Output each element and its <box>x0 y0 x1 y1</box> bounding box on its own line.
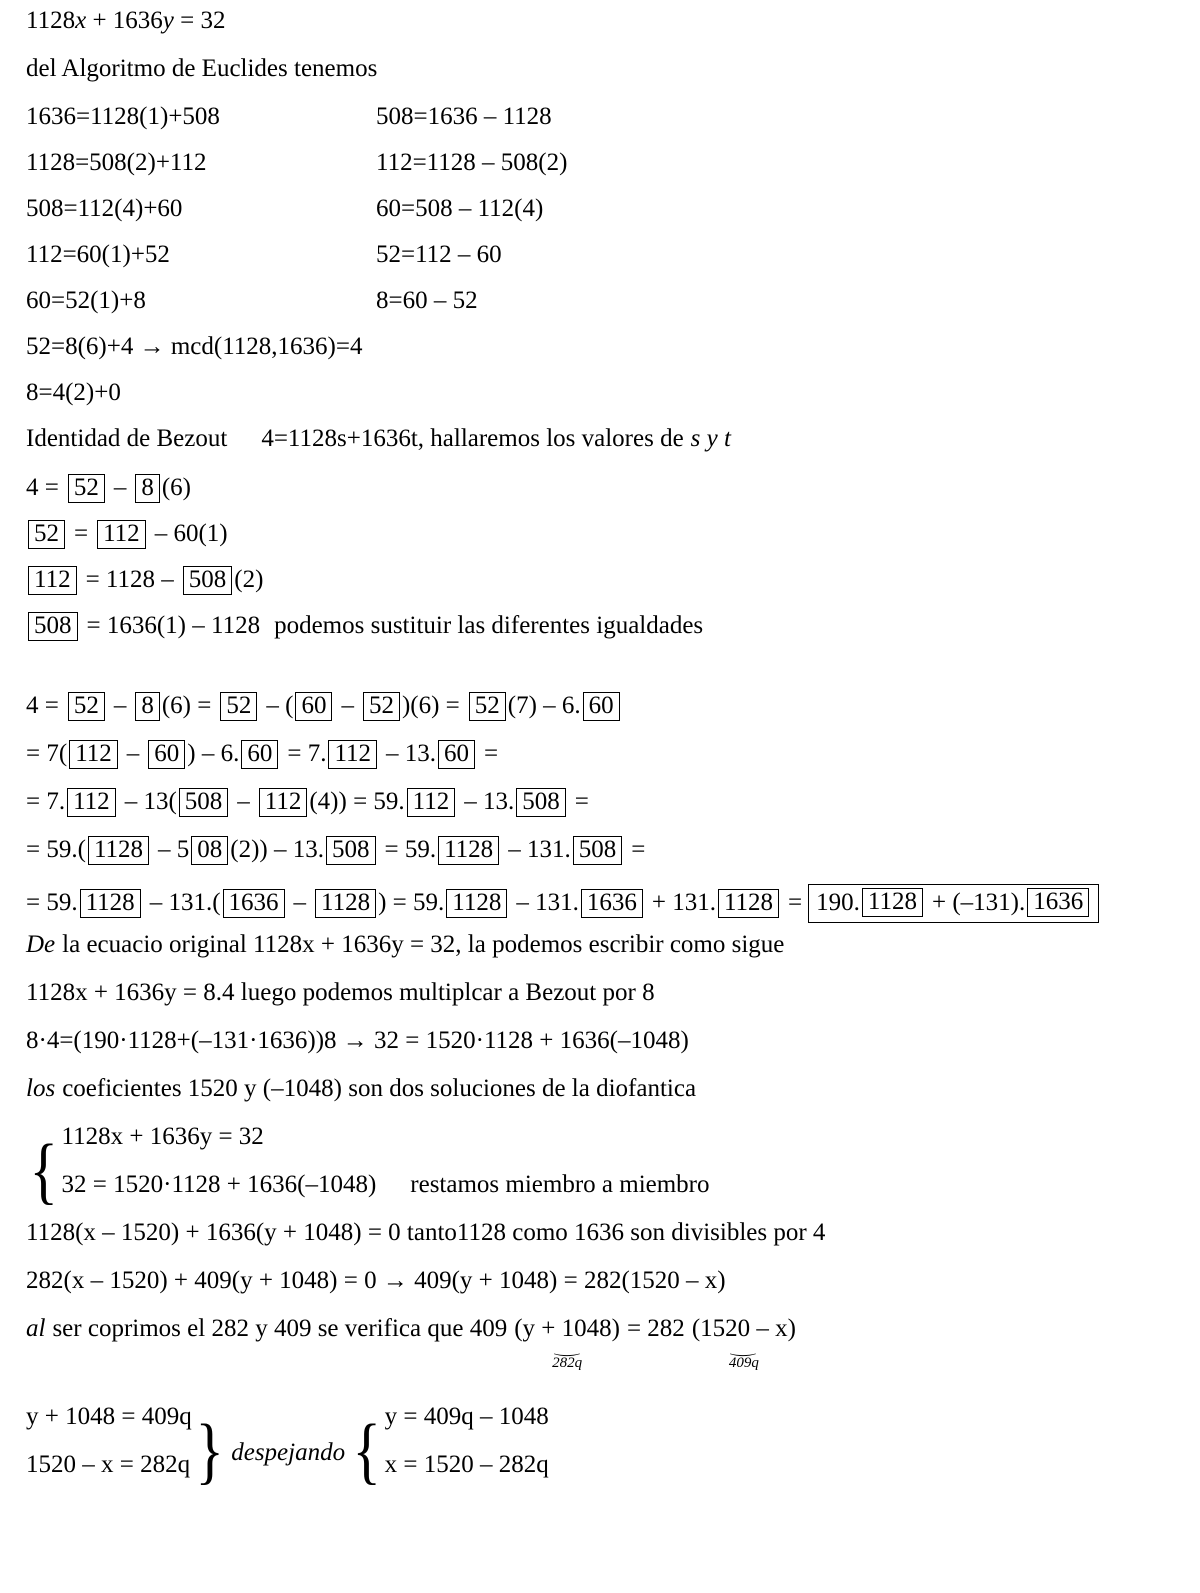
backsub-operator: = <box>74 520 89 547</box>
euclid-row-right: 52=112 – 60 <box>376 241 502 268</box>
system-row-text: y + 1048 = 409q <box>26 1403 192 1430</box>
bezout-vars: s y t <box>690 425 731 452</box>
euclid-intro: del Algoritmo de Euclides tenemos <box>26 55 378 82</box>
bezout-label: Identidad de Bezout <box>26 425 228 452</box>
bezout-equation: 4=1128s+1636t, hallaremos los valores de <box>261 425 684 452</box>
euclid-row <box>26 104 1174 150</box>
euclid-row-right: 60=508 – 112(4) <box>376 195 544 222</box>
boxed-value: 1128 <box>315 889 376 918</box>
backsub-row-4 <box>26 612 1174 658</box>
chain-op: = 59. <box>384 836 437 863</box>
boxed-value: 52 <box>363 692 400 721</box>
underbrace-label: 409q <box>728 1355 759 1371</box>
chain-op: + 131. <box>651 889 716 917</box>
boxed-value: 60 <box>241 740 278 769</box>
boxed-value: 1636 <box>223 889 285 918</box>
underbrace-group-2 <box>692 1316 796 1371</box>
boxed-value: 8 <box>135 692 160 721</box>
backsub-operator: = 1636(1) – 1128 <box>86 612 261 639</box>
boxed-value: 60 <box>295 692 332 721</box>
boxed-value: 1636 <box>1027 888 1089 917</box>
euclid-row-left: 1636=1128(1)+508 <box>26 103 220 130</box>
system-row-text: 1128x + 1636y = 32 <box>61 1123 264 1150</box>
boxed-value: 52 <box>469 692 506 721</box>
tail-line-3 <box>26 1028 1174 1076</box>
tail-text: la ecuacio original 1128x + 1636y = 32, la podemos escribir como sigue <box>62 931 785 958</box>
final-line-2 <box>26 1268 1174 1316</box>
chain-op: – 131. <box>516 889 579 917</box>
equation-system-1 <box>26 1124 1174 1220</box>
chain-line-3 <box>26 788 1174 836</box>
chain-op: – <box>113 692 127 719</box>
chain-op: = 59. <box>26 889 78 917</box>
system-row <box>26 1452 192 1500</box>
bezout-line <box>26 426 1174 474</box>
chain-op: = 7( <box>26 740 68 767</box>
euclid-row <box>26 380 1174 426</box>
underbrace-expression: (1520 – x) <box>691 1315 796 1342</box>
boxed-value: 112 <box>28 566 77 595</box>
chain-op: = <box>788 889 803 917</box>
result-coeff-b: + (–131). <box>931 889 1026 917</box>
system-row-text: x = 1520 – 282q <box>384 1451 549 1478</box>
boxed-value: 1128 <box>862 888 923 917</box>
despejando-label: despejando <box>231 1438 346 1466</box>
chain-op: – <box>341 692 354 719</box>
euclid-row <box>26 288 1174 334</box>
euclid-row <box>26 334 1174 380</box>
chain-op: (4)) = 59. <box>309 788 405 815</box>
chain-line-1 <box>26 692 1174 740</box>
chain-line-4 <box>26 836 1174 884</box>
boxed-value: 1128 <box>88 836 149 865</box>
boxed-value: 112 <box>67 788 116 817</box>
boxed-value: 52 <box>68 474 105 503</box>
boxed-value: 60 <box>583 692 620 721</box>
boxed-value: 508 <box>179 788 229 817</box>
equation-top: 1128x + 1636y = 32 <box>26 7 226 34</box>
boxed-value: 60 <box>438 740 475 769</box>
euclid-row <box>26 242 1174 288</box>
chain-line-5 <box>26 884 1174 932</box>
chain-op: = 59.( <box>26 836 86 863</box>
backsub-operator: = 1128 – <box>85 566 174 593</box>
boxed-value: 52 <box>28 520 65 549</box>
backsub-tail: (2) <box>234 566 264 593</box>
system-row <box>26 1404 192 1452</box>
boxed-value: 112 <box>328 740 377 769</box>
result-coeff-a: 190. <box>816 889 860 917</box>
boxed-value: 1636 <box>581 889 643 918</box>
system-row-text: 1520 – x = 282q <box>26 1451 191 1478</box>
final-line-1 <box>26 1220 1174 1268</box>
final-text: 282(x – 1520) + 409(y + 1048) = 0 → 409(y + 1048) = 282(1520 – x) <box>26 1267 726 1294</box>
right-brace: } <box>195 1410 224 1493</box>
tail-text: 1128x + 1636y = 8.4 luego podemos multiplcar a Bezout por 8 <box>26 979 655 1006</box>
backsub-row-1 <box>26 474 1174 520</box>
backsub-tail: (6) <box>161 474 192 501</box>
boxed-value: 112 <box>69 740 118 769</box>
coprime-italic: al <box>26 1315 46 1342</box>
chain-op: (7) – 6. <box>507 692 581 719</box>
boxed-value: 52 <box>68 692 105 721</box>
coprime-mid: = 282 <box>626 1315 685 1342</box>
chain-op: – 13. <box>464 788 515 815</box>
chain-op: = <box>574 788 589 815</box>
underbrace-mark: ⏝ <box>730 1341 758 1356</box>
tail-line-4 <box>26 1076 1174 1124</box>
backsub-prefix: 4 = <box>26 474 59 501</box>
boxed-value: 8 <box>135 474 160 503</box>
system-row <box>62 1172 710 1220</box>
chain-op: ) – 6. <box>187 740 240 767</box>
backsub-tail: – 60(1) <box>154 520 228 547</box>
coprime-text: ser coprimos el 282 y 409 se verifica que 409 <box>52 1315 508 1342</box>
chain-op: = 7. <box>26 788 66 815</box>
euclid-row <box>26 196 1174 242</box>
tail-line-2 <box>26 980 1174 1028</box>
system-row-note: restamos miembro a miembro <box>410 1171 710 1198</box>
euclid-row-right: 112=1128 – 508(2) <box>376 149 568 176</box>
chain-op: )(6) = <box>401 692 460 719</box>
coprime-line <box>26 1316 1174 1378</box>
left-brace: { <box>29 1130 58 1213</box>
boxed-value: 508 <box>183 566 233 595</box>
chain-op: – 5 <box>158 836 190 863</box>
backsub-tail: podemos sustituir las diferentes igualdades <box>274 612 704 639</box>
chain-op: = <box>484 740 499 767</box>
chain-op: = 7. <box>287 740 327 767</box>
euclid-row-right: 508=1636 – 1128 <box>376 103 552 130</box>
tail-text: 8·4=(190·1128+(–131·1636))8 → 32 = 1520·1128 + 1636(–1048) <box>26 1027 689 1054</box>
boxed-value: 1128 <box>80 889 141 918</box>
chain-op: – ( <box>266 692 294 719</box>
chain-op: – <box>293 889 307 917</box>
chain-op: ) = 59. <box>378 889 445 917</box>
chain-op: – 13. <box>386 740 437 767</box>
system-row <box>62 1124 710 1172</box>
underbrace-label: 282q <box>552 1355 583 1371</box>
euclid-row-right: 8=60 – 52 <box>376 287 478 314</box>
boxed-value: 508 <box>326 836 376 865</box>
euclid-row-left: 52=8(6)+4 → mcd(1128,1636)=4 <box>26 333 363 360</box>
chain-op: – <box>126 740 140 767</box>
boxed-value: 1128 <box>718 889 779 918</box>
euclid-row-left: 508=112(4)+60 <box>26 195 183 222</box>
left-brace: { <box>352 1410 382 1493</box>
euclid-row-left: 8=4(2)+0 <box>26 379 121 406</box>
boxed-value: 1128 <box>438 836 499 865</box>
boxed-value: 508 <box>516 788 566 817</box>
tail-italic: De <box>26 931 56 958</box>
system-row-text: 32 = 1520·1128 + 1636(–1048) <box>61 1171 377 1198</box>
underbrace-group-1 <box>514 1316 620 1371</box>
boxed-value: 52 <box>220 692 257 721</box>
boxed-value: 112 <box>259 788 308 817</box>
boxed-value: 60 <box>148 740 185 769</box>
chain-op: – 131.( <box>149 889 221 917</box>
boxed-value: 508 <box>28 612 78 641</box>
final-text: 1128(x – 1520) + 1636(y + 1048) = 0 tanto1128 como 1636 son divisibles por 4 <box>26 1219 826 1246</box>
chain-op: – 131. <box>508 836 571 863</box>
chain-op: – 13( <box>124 788 177 815</box>
system-row-text: y = 409q – 1048 <box>384 1403 549 1430</box>
underbrace-mark: ⏝ <box>553 1341 581 1356</box>
tail-italic: los <box>26 1075 56 1102</box>
boxed-value: 112 <box>407 788 456 817</box>
tail-text: coeficientes 1520 y (–1048) son dos soluciones de la diofantica <box>62 1075 697 1102</box>
chain-op: (6) = <box>161 692 212 719</box>
underbrace-expression: (y + 1048) <box>514 1315 620 1342</box>
chain-prefix: 4 = <box>26 692 59 719</box>
euclid-row <box>26 150 1174 196</box>
boxed-value: 508 <box>573 836 623 865</box>
backsub-operator: – <box>113 474 127 501</box>
equation-system-2 <box>26 1404 1174 1500</box>
bezout-result-box <box>808 884 1099 923</box>
euclid-row-left: 1128=508(2)+112 <box>26 149 207 176</box>
boxed-value: 1128 <box>446 889 507 918</box>
boxed-value: 08 <box>191 836 228 865</box>
boxed-value: 112 <box>97 520 146 549</box>
chain-op: = <box>631 836 646 863</box>
euclid-row-left: 112=60(1)+52 <box>26 241 170 268</box>
chain-op: – <box>237 788 250 815</box>
backsub-row-2 <box>26 520 1174 566</box>
tail-line-1 <box>26 932 1174 980</box>
chain-op: (2)) – 13. <box>230 836 324 863</box>
system-row <box>385 1404 549 1452</box>
euclid-row-left: 60=52(1)+8 <box>26 287 146 314</box>
backsub-row-3 <box>26 566 1174 612</box>
chain-line-2 <box>26 740 1174 788</box>
system-row <box>385 1452 549 1500</box>
